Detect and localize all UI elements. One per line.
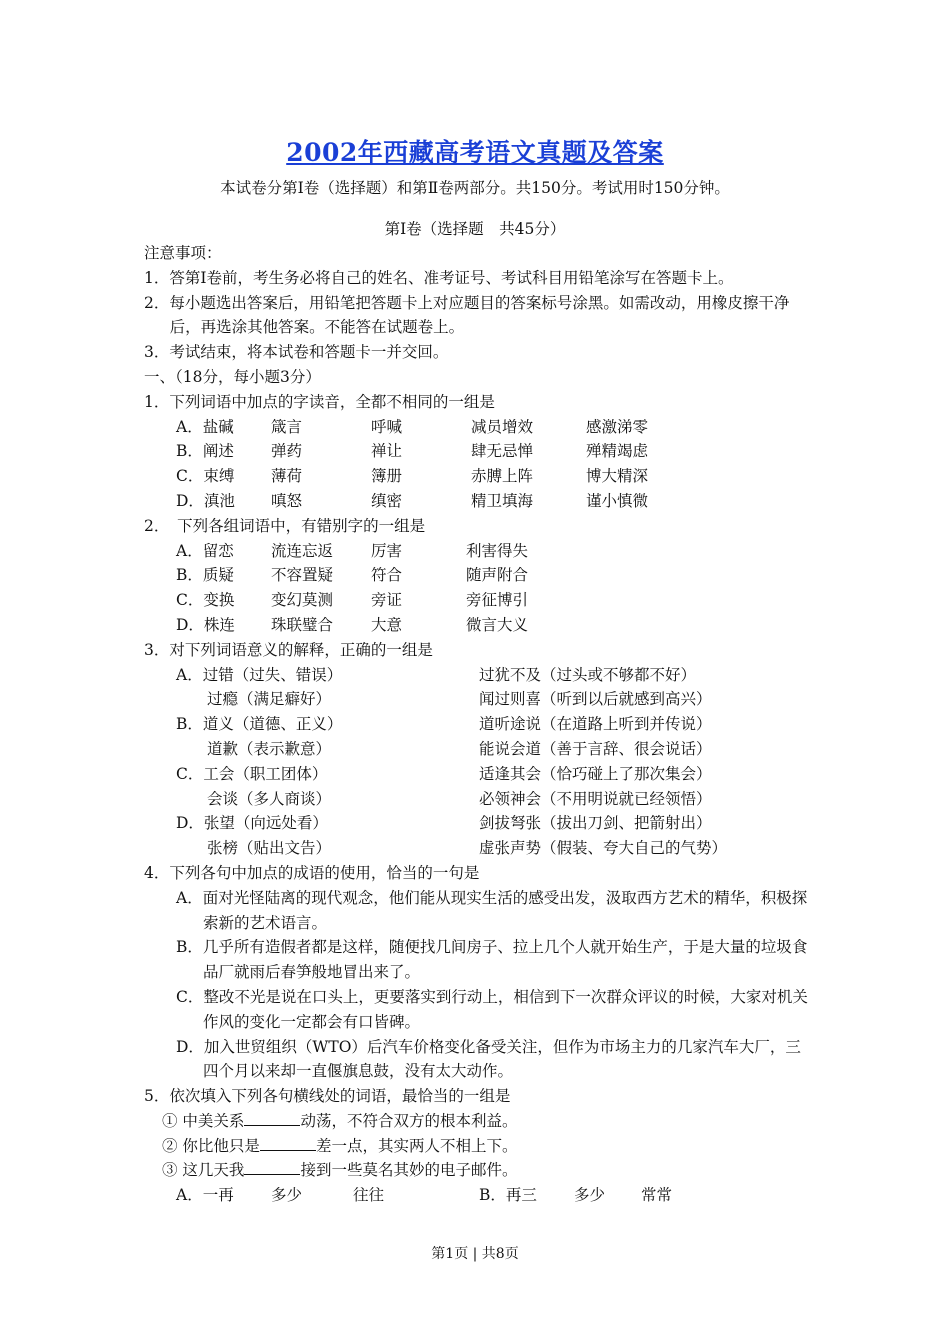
option-cell: A．盐碱 (176, 417, 234, 436)
option-cell: 旁征博引 (466, 591, 529, 610)
section-title: 第Ⅰ卷（选择题 共45分） (384, 220, 566, 238)
option-row (144, 415, 814, 440)
option-text: A．面对光怪陆离的现代观念，他们能从现实生活的感受出发，汲取西方艺术的精华，积极探索新的艺术语言。 (176, 888, 808, 932)
option-cell: 禅让 (371, 442, 403, 461)
option-cell: 薄荷 (271, 467, 303, 486)
option-cell: D．滇池 (176, 491, 235, 510)
option-cell: D．株连 (176, 615, 235, 634)
option-cell: 必领神会（不用明说就已经领悟） (479, 789, 712, 808)
option-row (144, 588, 814, 613)
option-cell: 精卫填海 (471, 491, 534, 510)
option-cell: A．留恋 (176, 541, 234, 560)
option-cell: 多少 (574, 1186, 606, 1205)
option-cell: 博大精深 (586, 467, 649, 486)
option-cell: A．一再 (176, 1186, 234, 1205)
option-cell: 弹药 (271, 442, 303, 461)
question-stem: 4．下列各句中加点的成语的使用，恰当的一句是 (144, 863, 480, 882)
option-cell: 旁证 (371, 591, 403, 610)
option-row (144, 539, 814, 564)
option-cell: 利害得失 (466, 541, 529, 560)
option-cell: 缜密 (371, 491, 403, 510)
option-cell: 往往 (353, 1186, 385, 1205)
option-cell: B．道义（道德、正义） (176, 715, 343, 734)
option-row (144, 836, 814, 861)
question-stem: 5．依次填入下列各句横线处的词语，最恰当的一组是 (144, 1087, 511, 1106)
option-row (144, 762, 814, 787)
option-cell: 不容置疑 (271, 566, 334, 585)
option-cell: 簿册 (371, 467, 403, 486)
option-cell: B．再三 (479, 1186, 537, 1205)
option-row (144, 464, 814, 489)
option-cell: 会谈（多人商谈） (176, 789, 332, 808)
sentence-part: 差一点，其实两人不相上下。 (315, 1136, 518, 1155)
notice-heading: 注意事项： (144, 244, 222, 262)
option-cell: C．变换 (176, 591, 235, 610)
option-cell: D．张望（向远处看） (176, 814, 328, 833)
option-cell: 变幻莫测 (271, 591, 334, 610)
sentence-part: ② 你比他只是 (162, 1136, 260, 1155)
option-cell: 常常 (641, 1186, 673, 1205)
option-cell: 减员增效 (471, 417, 534, 436)
blank-line (260, 1136, 316, 1151)
option-row (144, 1183, 814, 1208)
option-cell: 虚张声势（假装、夸大自己的气势） (479, 839, 728, 858)
page-title[interactable]: 2002年西藏高考语文真题及答案 (286, 138, 664, 167)
blank-line (244, 1111, 300, 1126)
option-row (144, 737, 814, 762)
sentence-part: ③ 这几天我 (162, 1161, 245, 1180)
option-cell: 大意 (371, 615, 403, 634)
notice-item: 2．每小题选出答案后，用铅笔把答题卡上对应题目的答案标号涂黑。如需改动，用橡皮擦干净后，再选涂其他答案。不能答在试题卷上。 (144, 293, 790, 337)
fill-sentence (144, 1134, 814, 1159)
notice-item: 3．考试结束，将本试卷和答题卡一并交回。 (144, 343, 449, 362)
option-row (144, 613, 814, 638)
part-heading: 一、（18分，每小题3分） (144, 367, 321, 386)
fill-sentence (144, 1158, 814, 1183)
option-cell: B．阐述 (176, 442, 234, 461)
option-cell: 适逢其会（恰巧碰上了那次集会） (479, 764, 712, 783)
option-cell: 能说会道（善于言辞、很会说话） (479, 739, 712, 758)
blank-line (244, 1160, 300, 1175)
option-cell: B．质疑 (176, 566, 234, 585)
option-row (144, 811, 814, 836)
fill-sentence (144, 1109, 814, 1134)
option-row (144, 439, 814, 464)
option-cell: 张榜（贴出文告） (176, 839, 332, 858)
sentence-part: 接到一些莫名其妙的电子邮件。 (300, 1161, 518, 1180)
sentence-part: 动荡，不符合双方的根本利益。 (300, 1111, 518, 1130)
option-cell: 箴言 (271, 417, 303, 436)
option-row (144, 663, 814, 688)
option-cell: 随声附合 (466, 566, 529, 585)
page-footer: 第1页 | 共8页 (431, 1246, 519, 1262)
option-row (144, 687, 814, 712)
option-row (144, 489, 814, 514)
option-cell: 道歉（表示歉意） (176, 739, 332, 758)
notice-item: 1．答第Ⅰ卷前，考生务必将自己的姓名、准考证号、考试科目用铅笔涂写在答题卡上。 (144, 268, 734, 287)
question-stem: 3．对下列词语意义的解释，正确的一组是 (144, 640, 433, 659)
option-cell: 过瘾（满足癖好） (176, 690, 332, 709)
option-cell: C．工会（职工团体） (176, 764, 328, 783)
option-cell: 嗔怒 (271, 491, 303, 510)
option-cell: 赤膊上阵 (471, 467, 534, 486)
option-text: D．加入世贸组织（WTO）后汽车价格变化备受关注，但作为市场主力的几家汽车大厂，三四个月以来却一直偃旗息鼓，没有太大动作。 (176, 1037, 801, 1081)
option-row (144, 563, 814, 588)
option-cell: 符合 (371, 566, 403, 585)
exam-body (144, 241, 814, 1208)
option-cell: 流连忘返 (271, 541, 334, 560)
option-cell: 殚精竭虑 (586, 442, 649, 461)
option-cell: C．束缚 (176, 467, 235, 486)
option-cell: 道听途说（在道路上听到并传说） (479, 715, 712, 734)
option-cell: 过犹不及（过头或不够都不好） (479, 665, 697, 684)
sentence-part: ① 中美关系 (162, 1111, 245, 1130)
option-cell: 微言大义 (466, 615, 529, 634)
option-cell: 肆无忌惮 (471, 442, 534, 461)
exam-intro: 本试卷分第Ⅰ卷（选择题）和第Ⅱ卷两部分。共150分。考试用时150分钟。 (220, 179, 730, 197)
option-cell: 多少 (271, 1186, 303, 1205)
option-cell: 感激涕零 (586, 417, 649, 436)
option-cell: 剑拔弩张（拔出刀剑、把箭射出） (479, 814, 712, 833)
option-cell: 珠联璧合 (271, 615, 334, 634)
option-cell: 谨小慎微 (586, 491, 649, 510)
option-cell: A．过错（过失、错误） (176, 665, 343, 684)
option-cell: 呼喊 (371, 417, 403, 436)
option-text: B．几乎所有造假者都是这样，随便找几间房子、拉上几个人就开始生产，于是大量的垃圾食品厂就雨后春笋般地冒出来了。 (176, 938, 808, 982)
question-stem: 1．下列词语中加点的字读音，全都不相同的一组是 (144, 392, 495, 411)
option-cell: 闻过则喜（听到以后就感到高兴） (479, 690, 712, 709)
option-text: C．整改不光是说在口头上，更要落实到行动上，相信到下一次群众评议的时候，大家对机关作风的变化一定都会有口皆碑。 (176, 987, 808, 1031)
option-row (144, 712, 814, 737)
option-cell: 厉害 (371, 541, 403, 560)
question-stem: 2． 下列各组词语中，有错别字的一组是 (144, 516, 426, 535)
option-row (144, 787, 814, 812)
